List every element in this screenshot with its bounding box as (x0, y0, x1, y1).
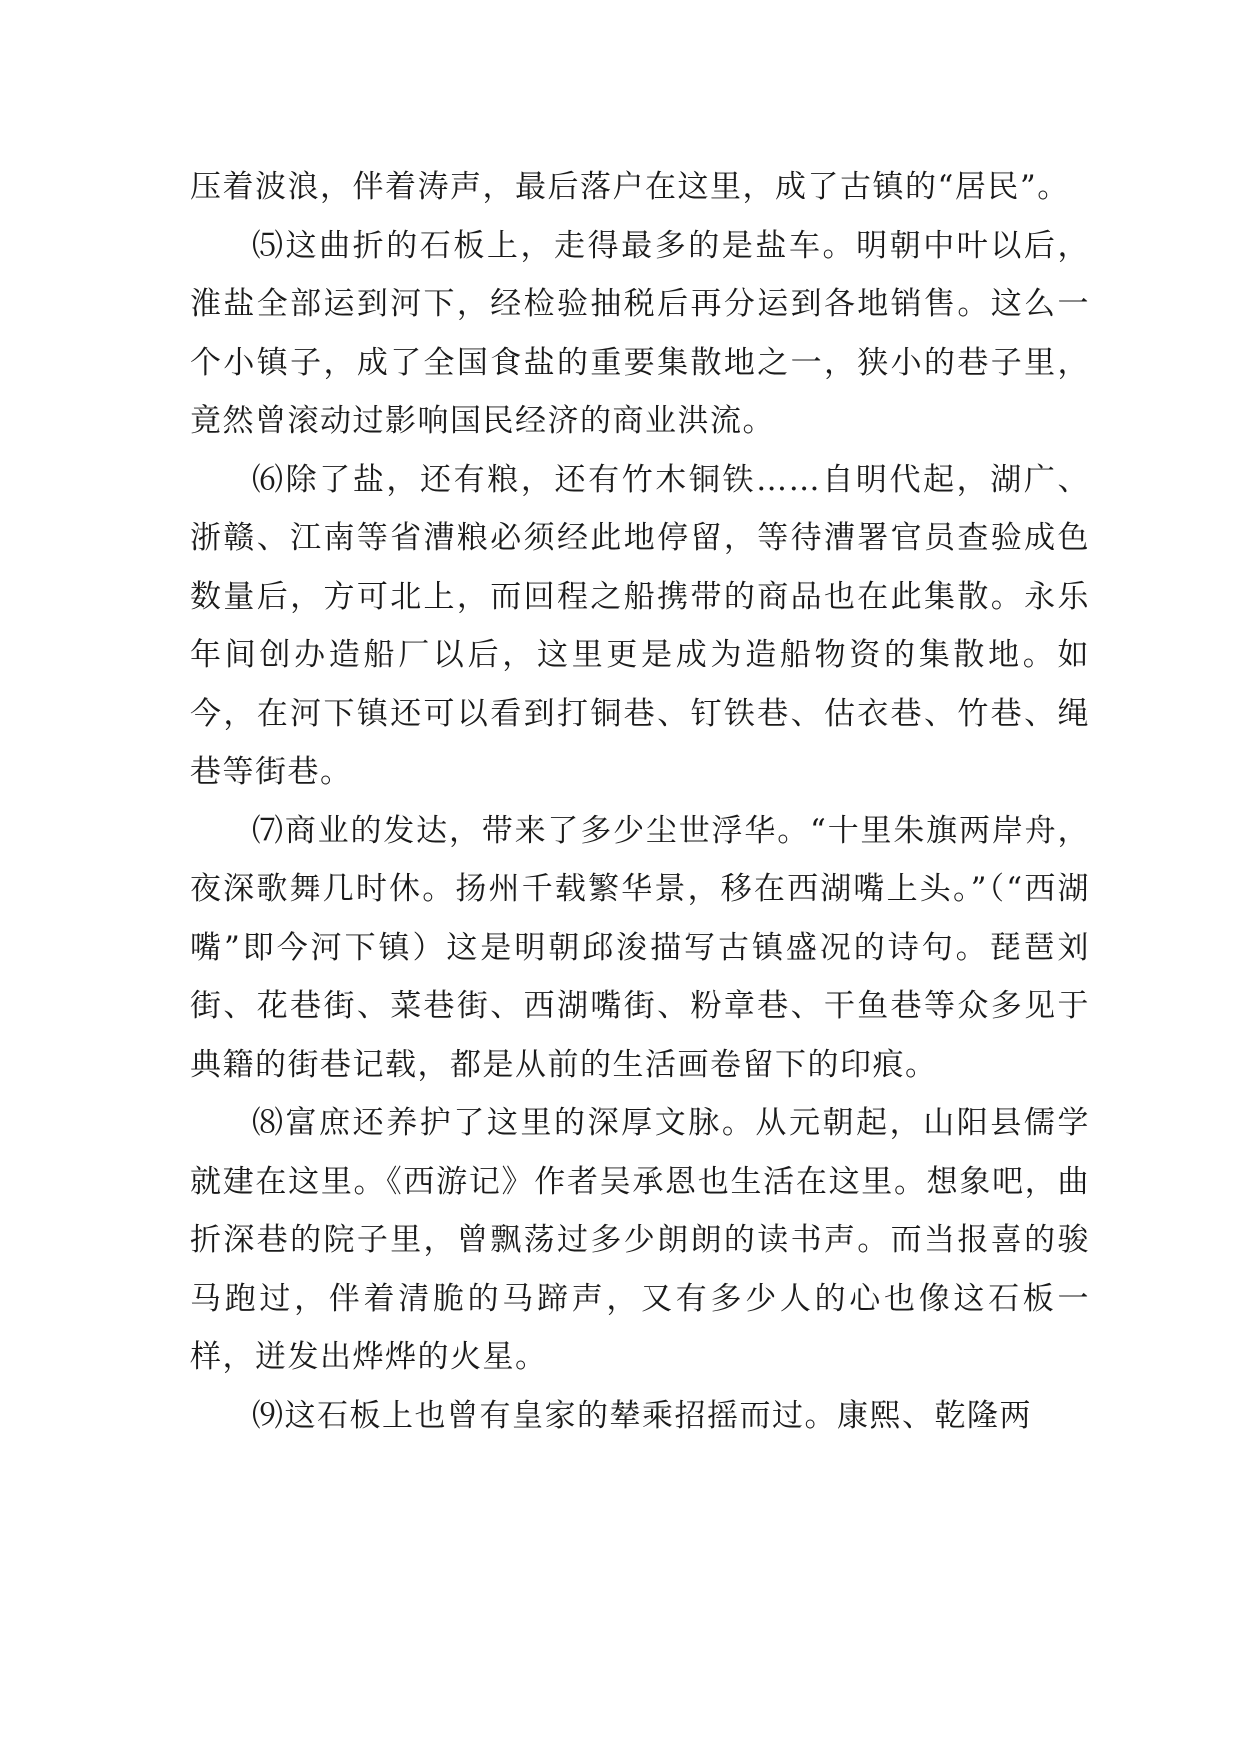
body-text (190, 158, 1090, 1445)
paragraph-6: ⑹除了盐，还有粮，还有竹木铜铁……自明代起，湖广、浙赣、江南等省漕粮必须经此地停留，等待漕署官员查验成色数量后，方可北上，而回程之船携带的商品也在此集散。永乐年间创办造船厂以后，这里更是成为造船物资的集散地。如今，在河下镇还可以看到打铜巷、钉铁巷、估衣巷、竹巷、绳巷等街巷。 (190, 461, 1090, 790)
paragraph-continuation: 压着波浪，伴着涛声，最后落户在这里，成了古镇的“居民”。 (190, 169, 1070, 205)
paragraph-8: ⑻富庶还养护了这里的深厚文脉。从元朝起，山阳县儒学就建在这里。《西游记》作者吴承恩也生活在这里。想象吧，曲折深巷的院子里，曾飘荡过多少朗朗的读书声。而当报喜的骏马跑过，伴着清脆的马蹄声，又有多少人的心也像这石板一样，迸发出烨烨的火星。 (190, 1105, 1090, 1375)
paragraph-9: ⑼这石板上也曾有皇家的辇乘招摇而过。康熙、乾隆两 (252, 1397, 1032, 1434)
paragraph-7: ⑺商业的发达，带来了多少尘世浮华。“十里朱旗两岸舟，夜深歌舞几时休。扬州千载繁华景，移在西湖嘴上头。”（“西湖嘴”即今河下镇）这是明朝邱浚描写古镇盛况的诗句。琵琶刘街、花巷街、菜巷街、西湖嘴街、粉章巷、干鱼巷等众多见于典籍的街巷记载，都是从前的生活画卷留下的印痕。 (190, 812, 1090, 1083)
paragraph-5: ⑸这曲折的石板上，走得最多的是盐车。明朝中叶以后，淮盐全部运到河下，经检验抽税后再分运到各地销售。这么一个小镇子，成了全国食盐的重要集散地之一，狭小的巷子里，竟然曾滚动过影响国民经济的商业洪流。 (190, 227, 1090, 439)
